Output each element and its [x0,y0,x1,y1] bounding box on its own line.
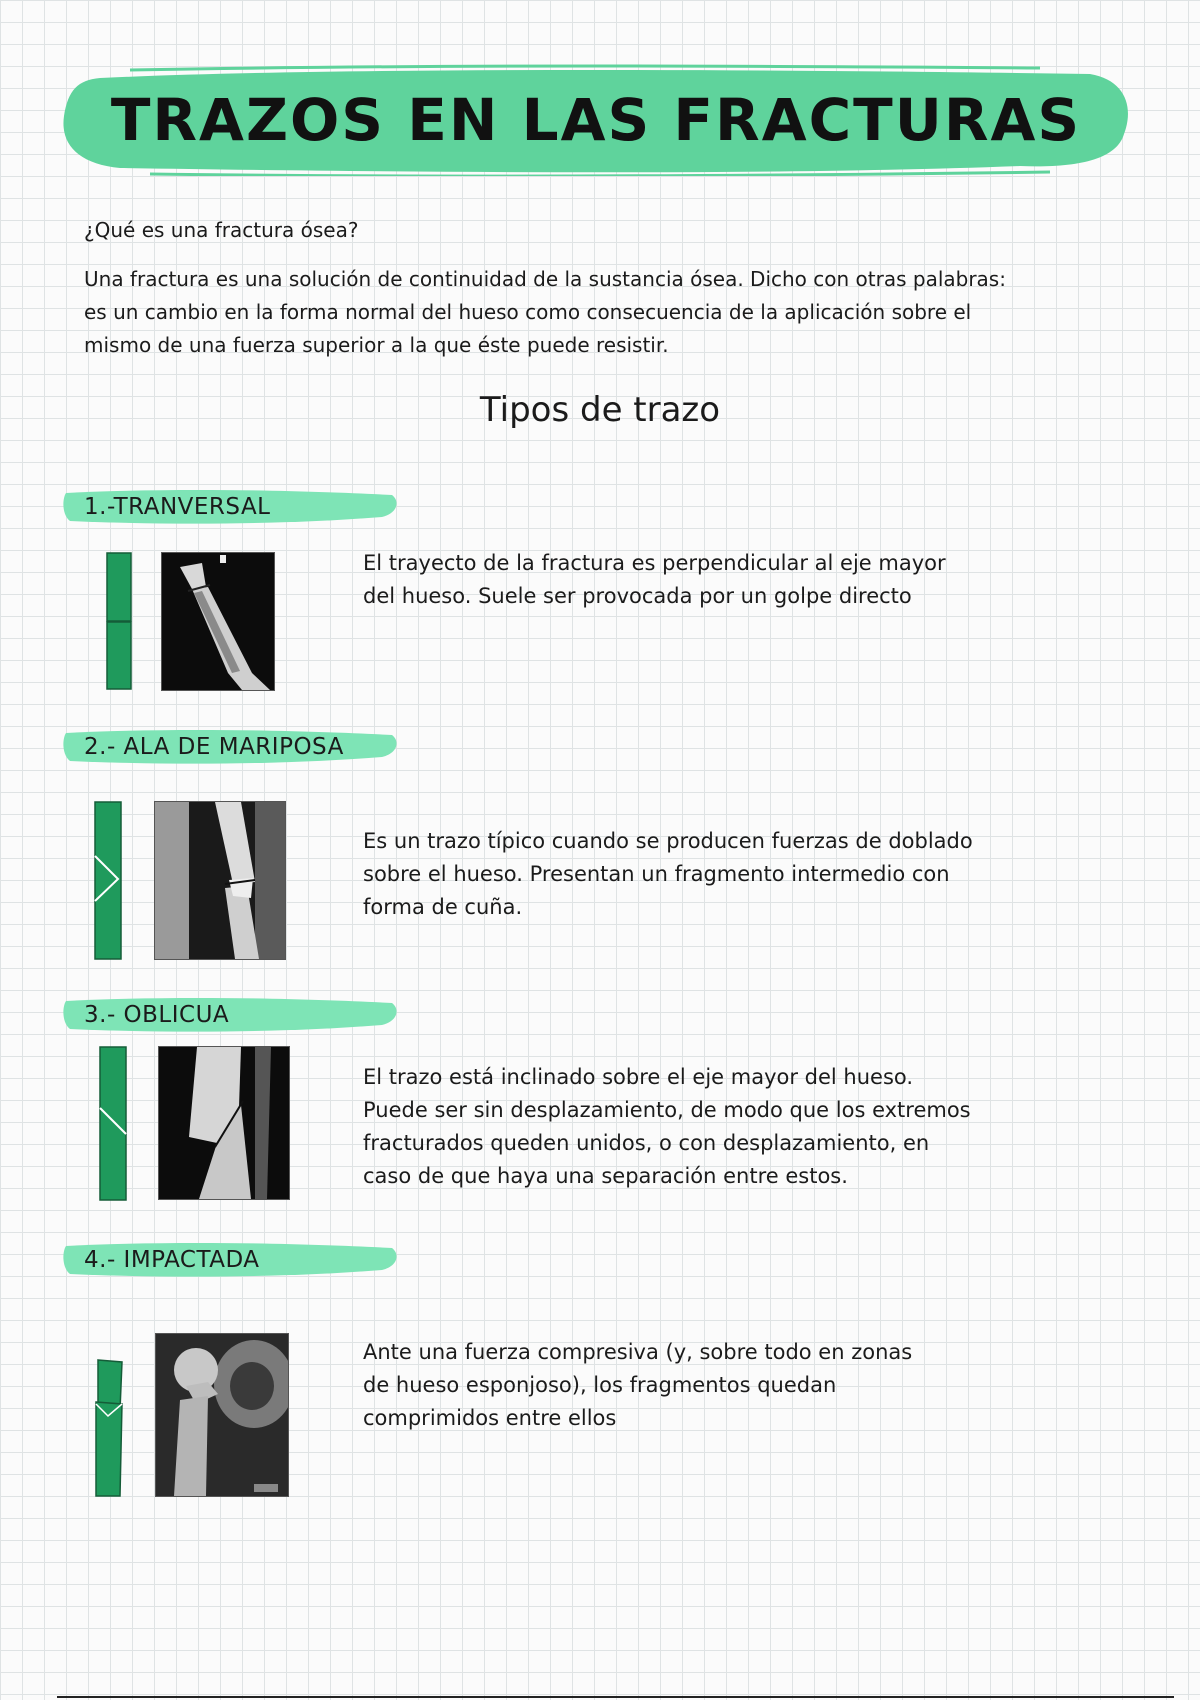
description-line: sobre el hueso. Presentan un fragmento intermedio con [363,862,950,886]
section-label [62,485,402,529]
description-line: del hueso. Suele ser provocada por un golpe directo [363,584,912,608]
description-line: Puede ser sin desplazamiento, de modo que los extremos [363,1098,971,1122]
section-subtitle: Tipos de trazo [479,390,721,430]
description-line: El trayecto de la fractura es perpendicular al eje mayor [363,551,946,575]
description-line: forma de cuña. [363,895,523,919]
description-line: de hueso esponjoso), los fragmentos quedan [363,1373,837,1397]
section-label [62,993,402,1037]
description-line: Es un trazo típico cuando se producen fuerzas de doblado [363,829,973,853]
description-line: fracturados queden unidos, o con desplazamiento, en [363,1131,930,1155]
transverse-fracture-diagram [106,552,132,690]
section-label [62,1238,402,1282]
section-label-text: 4.- IMPACTADA [84,1247,260,1273]
page-title: TRAZOS EN LAS FRACTURAS [110,86,1082,154]
section-label-text: 1.-TRANVERSAL [84,494,271,520]
intro-line: mismo de una fuerza superior a la que éste puede resistir. [84,333,669,357]
section-description [363,825,973,924]
oblique-fracture-diagram [99,1046,127,1201]
impacted-xray-image [155,1333,289,1497]
section-label-text: 2.- ALA DE MARIPOSA [84,734,344,760]
intro-paragraph [84,263,1124,362]
bottom-divider [57,1696,1174,1698]
title-banner [60,64,1132,176]
impacted-fracture-diagram [92,1358,126,1498]
section-label [62,725,402,769]
section-description [363,547,946,613]
intro-line: es un cambio en la forma normal del hueso como consecuencia de la aplicación sobre el [84,300,972,324]
transverse-xray-image [161,552,275,691]
butterfly-fracture-diagram [94,801,122,960]
intro-line: Una fractura es una solución de continuidad de la sustancia ósea. Dicho con otras palabras: [84,267,1006,291]
section-label-text: 3.- OBLICUA [84,1002,230,1028]
butterfly-xray-image [154,801,286,960]
intro-question: ¿Qué es una fractura ósea? [84,218,359,242]
oblique-xray-image [158,1046,290,1200]
description-line: Ante una fuerza compresiva (y, sobre todo en zonas [363,1340,913,1364]
section-description [363,1061,971,1193]
description-line: caso de que haya una separación entre estos. [363,1164,848,1188]
description-line: comprimidos entre ellos [363,1406,617,1430]
section-description [363,1336,912,1435]
description-line: El trazo está inclinado sobre el eje mayor del hueso. [363,1065,914,1089]
